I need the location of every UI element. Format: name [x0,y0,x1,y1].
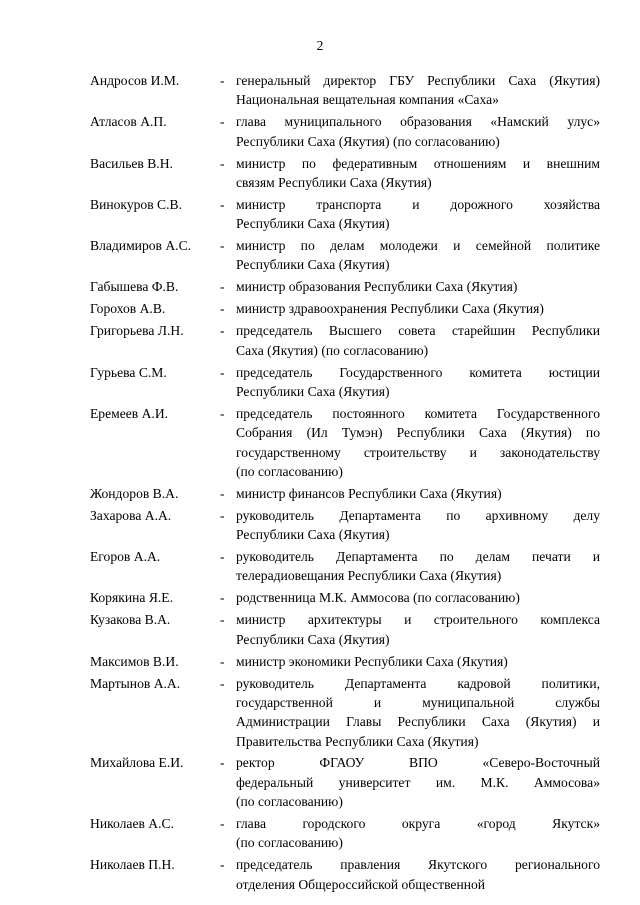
member-name: Горохов А.В. [90,301,166,317]
member-position [236,610,600,649]
member-position [236,484,600,503]
position-line: министр здравоохранения Республики Саха (Якутия) [236,301,544,317]
separator-dash: - [220,816,225,832]
member-name: Захарова А.А. [90,507,172,523]
position-line: (по согласованию) [236,835,343,851]
member-row [90,506,600,545]
member-row [90,299,600,318]
separator-dash: - [220,485,225,501]
member-position [236,652,600,671]
position-line: родственница М.К. Аммосова (по согласованию) [236,590,520,606]
position-line: глава муниципального образования «Намский улус» [236,114,600,130]
member-name: Николаев П.Н. [90,857,175,873]
member-row [90,321,600,360]
separator-dash: - [220,155,225,171]
position-line: председатель правления Якутского регионального [236,857,600,873]
position-line: Национальная вещательная компания «Саха» [236,92,499,108]
member-row [90,588,600,607]
member-position [236,506,600,545]
position-line: председатель Высшего совета старейшин Республики [236,323,600,339]
member-row [90,236,600,275]
position-line: ректор ФГАОУ ВПО «Северо-Восточный [236,755,600,771]
separator-dash: - [220,755,225,771]
position-line: председатель постоянного комитета Государственного [236,405,600,421]
member-name: Максимов В.И. [90,653,179,669]
member-name: Габышева Ф.В. [90,279,179,295]
member-name: Григорьева Л.Н. [90,323,184,339]
position-line: Республики Саха (Якутия) (по согласованию) [236,133,500,149]
member-row [90,753,600,811]
position-line: государственному строительству и законодательству [236,444,600,460]
position-line: руководитель Департамента кадровой политики, [236,675,600,691]
member-position [236,588,600,607]
member-row [90,277,600,296]
member-name: Жондоров В.А. [90,485,179,501]
member-position [236,855,600,894]
member-name: Атласов А.П. [90,114,167,130]
member-position [236,299,600,318]
member-row [90,71,600,110]
separator-dash: - [220,323,225,339]
member-position [236,321,600,360]
member-position [236,112,600,151]
separator-dash: - [220,73,225,88]
position-line: министр транспорта и дорожного хозяйства [236,196,600,212]
member-name: Еремеев А.И. [90,405,169,421]
member-position [236,547,600,586]
separator-dash: - [220,675,225,691]
position-line: Администрации Главы Республики Саха (Якутия) и [236,714,600,730]
separator-dash: - [220,857,225,873]
separator-dash: - [220,653,225,669]
member-row [90,112,600,151]
position-line: глава городского округа «город Якутск» [236,816,600,832]
position-line: министр по федеративным отношениям и внешним [236,155,600,171]
position-line: Саха (Якутия) (по согласованию) [236,342,429,358]
position-line: федеральный университет им. М.К. Аммосова» [236,774,600,790]
separator-dash: - [220,549,225,565]
separator-dash: - [220,405,225,421]
position-line: руководитель Департамента по архивному делу [236,507,600,523]
position-line: руководитель Департамента по делам печати и [236,549,600,565]
position-line: министр образования Республики Саха (Якутия) [236,279,518,295]
member-name: Корякина Я.Е. [90,590,173,606]
separator-dash: - [220,590,225,606]
member-name: Андросов И.М. [90,73,180,88]
member-position [236,277,600,296]
position-line: государственной и муниципальной службы [236,694,600,710]
member-position [236,814,600,853]
member-row [90,652,600,671]
member-position [236,154,600,193]
member-row [90,154,600,193]
separator-dash: - [220,238,225,254]
member-position [236,753,600,811]
position-line: (по согласованию) [236,463,343,479]
member-position [236,71,600,110]
member-name: Владимиров А.С. [90,238,192,254]
member-row [90,855,600,894]
separator-dash: - [220,507,225,523]
position-line: Республики Саха (Якутия) [236,383,390,399]
member-row [90,610,600,649]
position-line: Республики Саха (Якутия) [236,631,390,647]
member-row [90,484,600,503]
position-line: (по согласованию) [236,794,343,810]
position-line: председатель Государственного комитета юстиции [236,364,600,380]
separator-dash: - [220,301,225,317]
position-line: Собрания (Ил Тумэн) Республики Саха (Якутия) по [236,425,600,441]
position-line: Республики Саха (Якутия) [236,257,390,273]
separator-dash: - [220,114,225,130]
member-row [90,814,600,853]
position-line: министр экономики Республики Саха (Якутия) [236,653,508,669]
member-position [236,195,600,234]
member-position [236,363,600,402]
position-line: отделения Общероссийской общественной [236,876,486,892]
separator-dash: - [220,279,225,295]
position-line: министр архитектуры и строительного комплекса [236,612,600,628]
position-line: связям Республики Саха (Якутия) [236,174,432,190]
member-row [90,547,600,586]
member-name: Мартынов А.А. [90,675,181,691]
member-position [236,236,600,275]
position-line: Республики Саха (Якутия) [236,527,390,543]
member-row [90,195,600,234]
position-line: министр по делам молодежи и семейной политике [236,238,600,254]
member-row [90,363,600,402]
member-name: Николаев А.С. [90,816,174,832]
member-name: Винокуров С.В. [90,196,182,212]
position-line: телерадиовещания Республики Саха (Якутия) [236,568,502,584]
member-name: Гурьева С.М. [90,364,167,380]
position-line: Республики Саха (Якутия) [236,216,390,232]
separator-dash: - [220,612,225,628]
page-number: 2 [316,38,324,53]
member-position [236,674,600,751]
position-line: министр финансов Республики Саха (Якутия) [236,485,502,501]
member-row [90,674,600,751]
separator-dash: - [220,364,225,380]
member-row [90,404,600,481]
member-name: Михайлова Е.И. [90,755,184,771]
position-line: Правительства Республики Саха (Якутия) [236,733,479,749]
position-line: генеральный директор ГБУ Республики Саха (Якутия) [236,73,600,88]
member-name: Егоров А.А. [90,549,161,565]
member-name: Кузакова В.А. [90,612,171,628]
member-list [90,71,600,897]
member-position [236,404,600,481]
separator-dash: - [220,196,225,212]
member-name: Васильев В.Н. [90,155,173,171]
